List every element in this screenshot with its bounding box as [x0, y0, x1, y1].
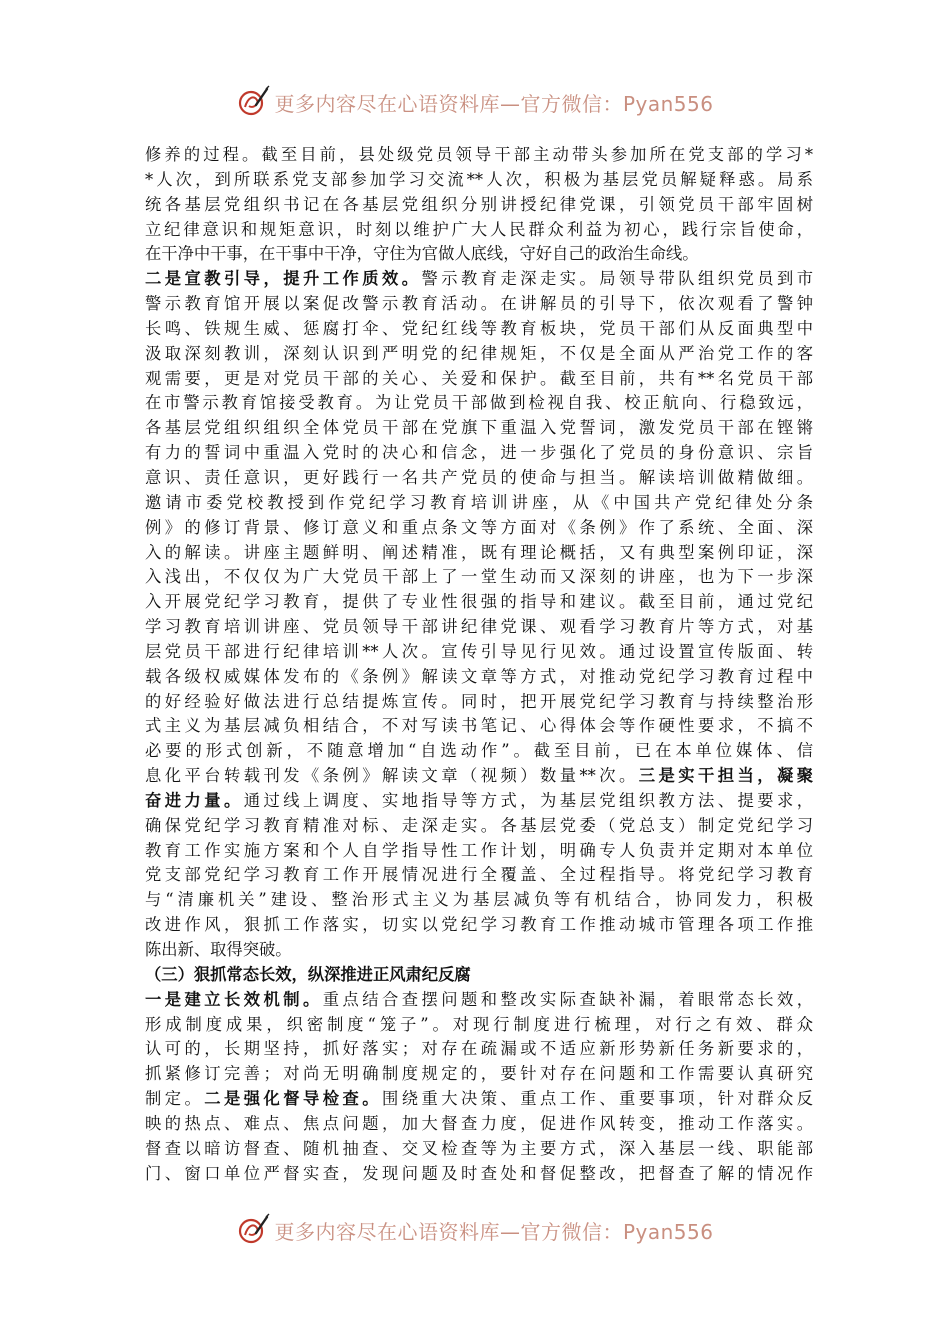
text-line: [145, 739, 813, 764]
text-line: [145, 342, 813, 367]
text-line: [145, 764, 813, 789]
body-text: 例》的修订背景、修订意义和重点条文等方面对《条例》作了系统、全面、深: [145, 517, 813, 537]
body-text: 陈出新、取得突破。: [145, 940, 292, 959]
text-line: [145, 242, 813, 267]
bold-heading-text: 二是强化督导检查。: [204, 1089, 382, 1109]
bold-heading-text: 奋进力量。: [145, 790, 244, 810]
body-text: *人次，到所联系党支部参加学习交流**人次，积极为基层党员解疑释惑。局系: [145, 169, 813, 189]
pen-signature-logo-icon: [236, 85, 270, 119]
body-text: 映的热点、难点、焦点问题，加大督查力度，促进作风转变，推动工作落实。: [145, 1113, 813, 1133]
body-text: 息化平台转载刊发《条例》解读文章（视频）数量**次。: [145, 766, 639, 786]
body-text: 警示教育馆开展以案促改警示教育活动。在讲解员的引导下，依次观看了警钟: [145, 294, 813, 314]
body-text: 党支部党纪学习教育工作开展情况进行全覆盖、全过程指导。将党纪学习教育: [145, 865, 813, 885]
body-text: 意识、责任意识，更好践行一名共产党员的使命与担当。解读培训做精做细。: [145, 467, 813, 487]
body-text: 层党员干部进行纪律培训**人次。宣传引导见行见效。通过设置宣传版面、转: [145, 641, 813, 661]
body-text: 警示教育走深走实。局领导带队组织党员到市: [421, 269, 813, 289]
body-text: 督查以暗访督查、随机抽查、交叉检查等为主要方式，深入基层一线、职能部: [145, 1138, 813, 1158]
body-text: 汲取深刻教训，深刻认识到严明党的纪律规矩，不仅是全面从严治党工作的客: [145, 343, 813, 363]
text-line: [145, 466, 813, 491]
text-line: [145, 565, 813, 590]
body-text: 围绕重大决策、重点工作、重要事项，针对群众反: [381, 1089, 813, 1109]
text-line: [145, 1037, 813, 1062]
header-watermark-banner: [0, 82, 950, 122]
body-text: 重点结合查摆问题和整改实际查缺补漏，着眼常态长效，: [322, 989, 813, 1009]
body-text: 通过线上调度、实地指导等方式，为基层党组织教方法、提要求，: [243, 790, 813, 810]
text-line: [145, 541, 813, 566]
document-body: [145, 143, 813, 1186]
body-text: 入的解读。讲座主题鲜明、阐述精准，既有理论概括，又有典型案例印证，深: [145, 542, 813, 562]
body-text: 载各级权威媒体发布的《条例》解读文章等方式，对推动党纪学习教育过程中: [145, 666, 813, 686]
text-line: [145, 590, 813, 615]
body-text: 与“清廉机关”建设、整治形式主义为基层减负等有机结合，协同发力，积极: [145, 890, 813, 910]
body-text: 修养的过程。截至目前，县处级党员领导干部主动带头参加所在党支部的学习*: [145, 145, 813, 164]
pen-signature-logo-icon: [236, 1213, 270, 1247]
text-line: [145, 441, 813, 466]
text-line: [145, 391, 813, 416]
body-text: 邀请市委党校教授到作党纪学习教育培训讲座，从《中国共产党纪律处分条: [145, 492, 813, 512]
text-line: [145, 789, 813, 814]
text-line: [145, 516, 813, 541]
text-line: [145, 839, 813, 864]
text-line: [145, 1162, 813, 1187]
bold-heading-text: 三是实干担当，凝聚: [638, 766, 813, 786]
bold-heading-text: （三）狠抓常态长效，纵深推进正风肃纪反腐: [145, 964, 471, 984]
body-text: 制定。: [145, 1089, 205, 1109]
body-text: 认可的，长期坚持，抓好落实；对存在疏漏或不适应新形势新任务新要求的，: [145, 1039, 813, 1059]
body-text: 的好经验好做法进行总结提炼宣传。同时，把开展党纪学习教育与持续整治形: [145, 691, 813, 711]
text-line: [145, 1137, 813, 1162]
footer-watermark-banner: [0, 1210, 950, 1250]
text-line: [145, 1013, 813, 1038]
body-text: 形成制度成果，织密制度“笼子”。对现行制度进行梳理，对行之有效、群众: [145, 1014, 813, 1034]
text-line: [145, 888, 813, 913]
banner-text: 更多内容尽在心语资料库—官方微信：Pyan556: [274, 91, 714, 116]
body-text: 门、窗口单位严督实查，发现问题及时查处和督促整改，把督查了解的情况作: [145, 1163, 813, 1183]
body-text: 学习教育培训讲座、党员领导干部讲纪律党课、观看学习教育片等方式，对基: [145, 617, 813, 637]
text-line: [145, 193, 813, 218]
body-text: 必要的形式创新，不随意增加“自选动作”。截至目前，已在本单位媒体、信: [145, 741, 813, 761]
body-text: 立纪律意识和规矩意识，时刻以维护广大人民群众利益为初心，践行宗旨使命，: [145, 219, 813, 239]
text-line: [145, 665, 813, 690]
body-text: 各基层党组织组织全体党员干部在党旗下重温入党誓词，激发党员干部在铿锵: [145, 418, 813, 438]
body-text: 有力的誓词中重温入党时的决心和信念，进一步强化了党员的身份意识、宗旨: [145, 443, 813, 463]
body-text: 在市警示教育馆接受教育。为让党员干部做到检视自我、校正航向、行稳致远，: [145, 393, 813, 413]
text-line: [145, 814, 813, 839]
text-line: [145, 988, 813, 1013]
bold-heading-text: 二是宣教引导，提升工作质效。: [145, 269, 422, 289]
body-text: 在干净中干事，在干事中干净，守住为官做人底线，守好自己的政治生命线。: [145, 244, 699, 264]
body-text: 长鸣、铁规生威、惩腐打伞、党纪红线等教育板块，党员干部们从反面典型中: [145, 318, 813, 338]
body-text: 抓紧修订完善；对尚无明确制度规定的，要针对存在问题和工作需要认真研究: [145, 1064, 813, 1084]
text-line: [145, 317, 813, 342]
text-line: [145, 714, 813, 739]
body-text: 确保党纪学习教育精准对标、走深走实。各基层党委（党总支）制定党纪学习: [145, 815, 813, 835]
text-line: [145, 913, 813, 938]
text-line: [145, 292, 813, 317]
text-line: [145, 863, 813, 888]
text-line: [145, 267, 813, 292]
body-text: 统各基层党组织书记在各基层党组织分别讲授纪律党课，引领党员干部牢固树: [145, 194, 813, 214]
bold-heading-text: 一是建立长效机制。: [145, 989, 323, 1009]
body-text: 入开展党纪学习教育，提供了专业性很强的指导和建议。截至目前，通过党纪: [145, 592, 813, 612]
text-line: [145, 640, 813, 665]
body-text: 入浅出，不仅仅为广大党员干部上了一堂生动而又深刻的讲座，也为下一步深: [145, 567, 813, 587]
text-line: [145, 218, 813, 243]
text-line: [145, 615, 813, 640]
text-line: [145, 938, 813, 963]
text-line: [145, 491, 813, 516]
text-line: [145, 143, 813, 168]
text-line: [145, 1062, 813, 1087]
body-text: 教育工作实施方案和个人自学指导性工作计划，明确专人负责并定期对本单位: [145, 840, 813, 860]
text-line: [145, 168, 813, 193]
text-line: [145, 1087, 813, 1112]
body-text: 式主义为基层减负相结合，不对写读书笔记、心得体会等作硬性要求，不搞不: [145, 716, 813, 736]
text-line: [145, 1112, 813, 1137]
text-line: [145, 367, 813, 392]
text-line: [145, 416, 813, 441]
body-text: 改进作风，狠抓工作落实，切实以党纪学习教育工作推动城市管理各项工作推: [145, 915, 813, 935]
text-line: [145, 690, 813, 715]
banner-text: 更多内容尽在心语资料库—官方微信：Pyan556: [274, 1219, 714, 1244]
body-text: 观需要，更是对党员干部的关心、关爱和保护。截至目前，共有**名党员干部: [145, 368, 813, 388]
text-line: [145, 963, 813, 988]
